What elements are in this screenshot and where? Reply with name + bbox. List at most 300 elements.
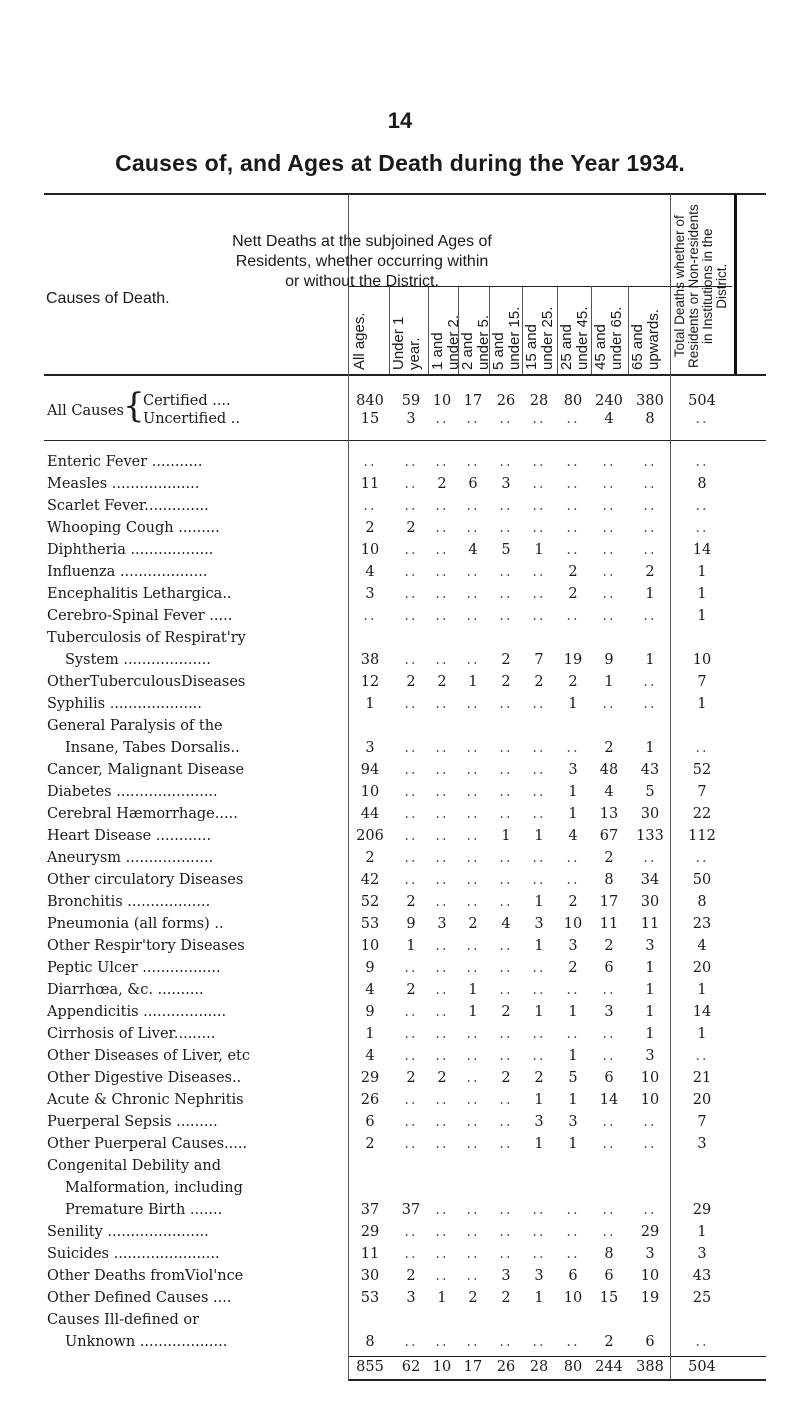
value-cell: 1 — [534, 1290, 544, 1306]
cause-label: OtherTuberculousDiseases — [47, 674, 246, 690]
value-cell: .. — [602, 454, 616, 470]
value-cell: 855 — [356, 1359, 384, 1375]
cause-label: Insane, Tabes Dorsalis.. — [65, 740, 240, 756]
uncertified-label: Uncertified .. — [143, 411, 241, 427]
value-cell: .. — [435, 762, 449, 778]
value-cell: 23 — [692, 916, 712, 932]
cause-label: Other circulatory Diseases — [47, 872, 244, 888]
value-cell: .. — [566, 850, 580, 866]
value-cell: 8 — [645, 411, 655, 427]
table-row — [0, 1026, 800, 1046]
value-cell: .. — [602, 982, 616, 998]
age-column-header — [630, 309, 662, 370]
table-row — [0, 454, 800, 474]
table-row — [0, 1312, 800, 1332]
value-cell: 1 — [568, 784, 578, 800]
cause-label: Heart Disease ............ — [47, 828, 212, 844]
value-cell: .. — [695, 740, 709, 756]
value-cell: 25 — [692, 1290, 712, 1306]
value-cell: .. — [695, 454, 709, 470]
value-cell: 2 — [406, 674, 416, 690]
table-row — [0, 608, 800, 628]
value-cell: .. — [566, 520, 580, 536]
value-cell: .. — [435, 498, 449, 514]
value-cell: 14 — [692, 1004, 712, 1020]
age-header-line: under 25. — [539, 306, 556, 370]
value-cell: 8 — [604, 872, 614, 888]
value-cell: 26 — [496, 1359, 516, 1375]
value-cell: 1 — [697, 696, 707, 712]
value-cell: .. — [499, 894, 513, 910]
value-cell: .. — [643, 696, 657, 712]
value-cell: .. — [566, 454, 580, 470]
table-row — [0, 1246, 800, 1266]
cause-label: Puerperal Sepsis ......... — [47, 1114, 218, 1130]
value-cell: .. — [499, 784, 513, 800]
value-cell: 9 — [365, 960, 375, 976]
value-cell: .. — [643, 1202, 657, 1218]
age-header-line: 45 and — [592, 324, 609, 370]
value-cell: 3 — [568, 1114, 578, 1130]
value-cell: .. — [435, 982, 449, 998]
value-cell: .. — [602, 520, 616, 536]
value-cell: .. — [566, 1334, 580, 1350]
value-cell: .. — [695, 1334, 709, 1350]
value-cell: 3 — [365, 740, 375, 756]
value-cell: 1 — [534, 894, 544, 910]
value-cell: 1 — [645, 1026, 655, 1042]
value-cell: .. — [435, 520, 449, 536]
cause-label: Suicides ....................... — [47, 1246, 220, 1262]
all-causes-uncertified-row — [0, 411, 800, 431]
value-cell: .. — [404, 828, 418, 844]
value-cell: .. — [466, 1136, 480, 1152]
value-cell: 19 — [640, 1290, 660, 1306]
value-cell: 10 — [360, 784, 380, 800]
table-row — [0, 894, 800, 914]
value-cell: .. — [466, 586, 480, 602]
value-cell: 30 — [640, 806, 660, 822]
value-cell: .. — [695, 498, 709, 514]
value-cell: 13 — [599, 806, 619, 822]
all-causes-certified-row — [0, 393, 800, 413]
value-cell: .. — [499, 586, 513, 602]
table-row — [0, 1048, 800, 1068]
cause-label: Cirrhosis of Liver......... — [47, 1026, 216, 1042]
value-cell: .. — [532, 960, 546, 976]
value-cell: 1 — [645, 586, 655, 602]
age-header-line: 2 and — [459, 332, 476, 370]
cause-label: Causes Ill-defined or — [47, 1312, 200, 1328]
value-cell: .. — [404, 1092, 418, 1108]
value-cell: .. — [363, 498, 377, 514]
value-cell: .. — [466, 762, 480, 778]
value-cell: .. — [435, 1004, 449, 1020]
value-cell: 29 — [360, 1224, 380, 1240]
value-cell: 11 — [360, 1246, 380, 1262]
value-cell: 94 — [360, 762, 380, 778]
value-cell: .. — [602, 1026, 616, 1042]
value-cell: .. — [602, 498, 616, 514]
value-cell: .. — [532, 784, 546, 800]
value-cell: .. — [435, 1202, 449, 1218]
value-cell: 1 — [568, 1136, 578, 1152]
value-cell: .. — [499, 696, 513, 712]
value-cell: 80 — [563, 393, 583, 409]
value-cell: 11 — [599, 916, 619, 932]
value-cell: .. — [532, 806, 546, 822]
value-cell: 6 — [604, 1070, 614, 1086]
value-cell: .. — [466, 938, 480, 954]
table-row — [0, 674, 800, 694]
value-cell: .. — [566, 498, 580, 514]
value-cell: .. — [602, 586, 616, 602]
age-column-header — [491, 307, 523, 370]
value-cell: .. — [532, 520, 546, 536]
value-cell: .. — [404, 696, 418, 712]
value-cell: .. — [404, 1114, 418, 1130]
value-cell: 1 — [697, 608, 707, 624]
main-header-line: or without the District. — [285, 273, 439, 290]
cause-label: System ................... — [65, 652, 211, 668]
value-cell: 15 — [599, 1290, 619, 1306]
value-cell: .. — [435, 740, 449, 756]
value-cell: .. — [499, 1202, 513, 1218]
value-cell: .. — [404, 740, 418, 756]
value-cell: 10 — [432, 1359, 452, 1375]
value-cell: 12 — [360, 674, 380, 690]
value-cell: 206 — [356, 828, 384, 844]
value-cell: .. — [499, 520, 513, 536]
value-cell: 59 — [401, 393, 421, 409]
table-bottom-rule — [348, 1379, 766, 1381]
value-cell: .. — [695, 520, 709, 536]
age-header-line: Under 1 — [390, 316, 407, 370]
cause-label: Peptic Ulcer ................. — [47, 960, 221, 976]
cause-label: Other Digestive Diseases.. — [47, 1070, 242, 1086]
value-cell: .. — [602, 696, 616, 712]
table-row — [0, 1114, 800, 1134]
value-cell: .. — [466, 828, 480, 844]
value-cell: 30 — [360, 1268, 380, 1284]
value-cell: 10 — [563, 916, 583, 932]
value-cell: .. — [532, 1048, 546, 1064]
value-cell: 2 — [645, 564, 655, 580]
value-cell: 3 — [697, 1246, 707, 1262]
value-cell: 10 — [432, 393, 452, 409]
table-row — [0, 630, 800, 650]
cause-label: Tuberculosis of Respirat'ry — [47, 630, 246, 646]
value-cell: .. — [566, 608, 580, 624]
value-cell: .. — [404, 850, 418, 866]
value-cell: .. — [499, 960, 513, 976]
table-row — [0, 476, 800, 496]
value-cell: 133 — [636, 828, 664, 844]
value-cell: .. — [695, 850, 709, 866]
value-cell: 1 — [365, 696, 375, 712]
total-header-line: District. — [714, 263, 729, 309]
age-header-line: All ages. — [351, 312, 368, 370]
value-cell: 3 — [501, 476, 511, 492]
value-cell: .. — [499, 608, 513, 624]
value-cell: 4 — [365, 982, 375, 998]
value-cell: 2 — [406, 894, 416, 910]
value-cell: .. — [532, 1026, 546, 1042]
value-cell: 5 — [568, 1070, 578, 1086]
value-cell: 3 — [534, 1114, 544, 1130]
value-cell: 14 — [692, 542, 712, 558]
value-cell: 1 — [534, 1092, 544, 1108]
value-cell: 4 — [604, 784, 614, 800]
value-cell: 1 — [568, 1048, 578, 1064]
value-cell: 2 — [568, 564, 578, 580]
value-cell: .. — [435, 608, 449, 624]
value-cell: .. — [466, 454, 480, 470]
age-header-line: year. — [406, 337, 423, 370]
value-cell: .. — [435, 784, 449, 800]
value-cell: 8 — [697, 476, 707, 492]
main-header — [137, 232, 587, 292]
totals-row — [0, 1359, 800, 1379]
value-cell: .. — [466, 520, 480, 536]
value-cell: 62 — [401, 1359, 421, 1375]
value-cell: 380 — [636, 393, 664, 409]
value-cell: .. — [466, 1092, 480, 1108]
value-cell: 10 — [360, 938, 380, 954]
value-cell: .. — [435, 1026, 449, 1042]
value-cell: .. — [466, 652, 480, 668]
table-row — [0, 806, 800, 826]
value-cell: 15 — [360, 411, 380, 427]
table-row — [0, 740, 800, 760]
value-cell: 21 — [692, 1070, 712, 1086]
value-cell: .. — [435, 696, 449, 712]
value-cell: .. — [602, 1202, 616, 1218]
value-cell: .. — [532, 454, 546, 470]
value-cell: .. — [532, 498, 546, 514]
value-cell: 1 — [568, 696, 578, 712]
value-cell: 7 — [697, 674, 707, 690]
age-header-line: 25 and — [558, 324, 575, 370]
value-cell: .. — [532, 1224, 546, 1240]
value-cell: 240 — [595, 393, 623, 409]
value-cell: 6 — [468, 476, 478, 492]
value-cell: .. — [435, 1224, 449, 1240]
left-brace: { — [123, 386, 145, 426]
value-cell: 3 — [645, 938, 655, 954]
value-cell: 388 — [636, 1359, 664, 1375]
value-cell: 28 — [529, 1359, 549, 1375]
value-cell: .. — [532, 1246, 546, 1262]
value-cell: 53 — [360, 916, 380, 932]
cause-label: Other Diseases of Liver, etc — [47, 1048, 251, 1064]
value-cell: 1 — [697, 1026, 707, 1042]
value-cell: 4 — [468, 542, 478, 558]
value-cell: .. — [435, 1092, 449, 1108]
cause-label: Other Defined Causes .... — [47, 1290, 232, 1306]
cause-label: Aneurysm ................... — [47, 850, 214, 866]
cause-label: Diabetes ...................... — [47, 784, 218, 800]
value-cell: 7 — [697, 784, 707, 800]
main-header-line: Nett Deaths at the subjoined Ages of — [232, 233, 492, 250]
value-cell: 3 — [568, 938, 578, 954]
value-cell: .. — [466, 872, 480, 888]
value-cell: 1 — [534, 542, 544, 558]
value-cell: 26 — [496, 393, 516, 409]
age-header-line: under 65. — [608, 306, 625, 370]
value-cell: 17 — [463, 393, 483, 409]
value-cell: .. — [602, 608, 616, 624]
table-row — [0, 828, 800, 848]
cause-label: Cerebral Hæmorrhage..... — [47, 806, 238, 822]
cause-label: Measles ................... — [47, 476, 200, 492]
value-cell: .. — [435, 542, 449, 558]
age-column-header — [559, 307, 591, 370]
value-cell: 42 — [360, 872, 380, 888]
value-cell: 2 — [365, 520, 375, 536]
value-cell: 34 — [640, 872, 660, 888]
age-column-header — [460, 315, 492, 370]
table-row — [0, 1158, 800, 1178]
value-cell: .. — [404, 872, 418, 888]
age-column-header — [352, 312, 368, 370]
value-cell: 2 — [568, 894, 578, 910]
value-cell: .. — [466, 740, 480, 756]
table-row — [0, 718, 800, 738]
value-cell: .. — [499, 938, 513, 954]
value-cell: 4 — [501, 916, 511, 932]
value-cell: .. — [435, 454, 449, 470]
value-cell: .. — [602, 1136, 616, 1152]
table-row — [0, 564, 800, 584]
value-cell: .. — [404, 784, 418, 800]
age-column-header — [391, 317, 423, 370]
cause-label: Enteric Fever ........... — [47, 454, 203, 470]
value-cell: 2 — [604, 938, 614, 954]
value-cell: 2 — [568, 960, 578, 976]
value-cell: .. — [566, 740, 580, 756]
value-cell: 3 — [697, 1136, 707, 1152]
value-cell: 2 — [406, 1268, 416, 1284]
cause-label: Other Deaths fromViol'nce — [47, 1268, 244, 1284]
value-cell: .. — [404, 1246, 418, 1262]
table-row — [0, 520, 800, 540]
value-cell: 2 — [365, 850, 375, 866]
value-cell: .. — [499, 564, 513, 580]
page-title: Causes of, and Ages at Death during the Year 1934. — [115, 150, 685, 176]
value-cell: 10 — [360, 542, 380, 558]
value-cell: 11 — [360, 476, 380, 492]
table-row — [0, 1070, 800, 1090]
age-header-line: under 15. — [506, 306, 523, 370]
value-cell: .. — [466, 564, 480, 580]
value-cell: 38 — [360, 652, 380, 668]
value-cell: .. — [695, 1048, 709, 1064]
value-cell: 8 — [604, 1246, 614, 1262]
uncertified-bottom-rule — [44, 440, 766, 441]
table-top-rule — [44, 193, 766, 195]
value-cell: 22 — [692, 806, 712, 822]
value-cell: 50 — [692, 872, 712, 888]
value-cell: .. — [566, 872, 580, 888]
cause-label: Cancer, Malignant Disease — [47, 762, 245, 778]
cause-label: Diphtheria .................. — [47, 542, 214, 558]
value-cell: 52 — [692, 762, 712, 778]
value-cell: 4 — [604, 411, 614, 427]
table-row — [0, 1092, 800, 1112]
value-cell: 29 — [640, 1224, 660, 1240]
value-cell: .. — [532, 608, 546, 624]
value-cell: .. — [435, 938, 449, 954]
value-cell: .. — [435, 1048, 449, 1064]
value-cell: .. — [466, 806, 480, 822]
value-cell: .. — [466, 1202, 480, 1218]
value-cell: .. — [435, 894, 449, 910]
value-cell: .. — [643, 674, 657, 690]
value-cell: .. — [466, 894, 480, 910]
cause-label: Encephalitis Lethargica.. — [47, 586, 232, 602]
value-cell: 1 — [645, 960, 655, 976]
value-cell: .. — [566, 411, 580, 427]
value-cell: 3 — [568, 762, 578, 778]
value-cell: 6 — [365, 1114, 375, 1130]
value-cell: .. — [404, 806, 418, 822]
value-cell: 29 — [360, 1070, 380, 1086]
value-cell: .. — [602, 1224, 616, 1240]
value-cell: .. — [566, 982, 580, 998]
value-cell: .. — [499, 806, 513, 822]
value-cell: .. — [499, 1092, 513, 1108]
value-cell: 1 — [697, 564, 707, 580]
value-cell: .. — [466, 608, 480, 624]
table-row — [0, 872, 800, 892]
value-cell: 1 — [645, 740, 655, 756]
value-cell: 9 — [604, 652, 614, 668]
value-cell: 2 — [406, 520, 416, 536]
value-cell: .. — [499, 1026, 513, 1042]
value-cell: 1 — [697, 982, 707, 998]
value-cell: 10 — [640, 1092, 660, 1108]
table-row — [0, 938, 800, 958]
value-cell: 1 — [697, 586, 707, 602]
value-cell: .. — [435, 872, 449, 888]
age-header-line: under 45. — [574, 306, 591, 370]
value-cell: 20 — [692, 1092, 712, 1108]
value-cell: .. — [643, 476, 657, 492]
value-cell: .. — [466, 850, 480, 866]
value-cell: 14 — [599, 1092, 619, 1108]
age-header-line: 15 and — [523, 324, 540, 370]
table-row — [0, 1004, 800, 1024]
column-divider — [734, 194, 737, 374]
value-cell: .. — [499, 411, 513, 427]
age-column-header — [524, 307, 556, 370]
value-cell: 37 — [401, 1202, 421, 1218]
value-cell: .. — [404, 1334, 418, 1350]
value-cell: .. — [466, 696, 480, 712]
value-cell: 7 — [697, 1114, 707, 1130]
value-cell: .. — [532, 762, 546, 778]
value-cell: 5 — [645, 784, 655, 800]
value-cell: 52 — [360, 894, 380, 910]
cause-label: Acute & Chronic Nephritis — [47, 1092, 244, 1108]
cause-label: Bronchitis .................. — [47, 894, 211, 910]
table-row — [0, 542, 800, 562]
table-row — [0, 586, 800, 606]
value-cell: .. — [602, 1114, 616, 1130]
value-cell: 20 — [692, 960, 712, 976]
value-cell: .. — [643, 498, 657, 514]
